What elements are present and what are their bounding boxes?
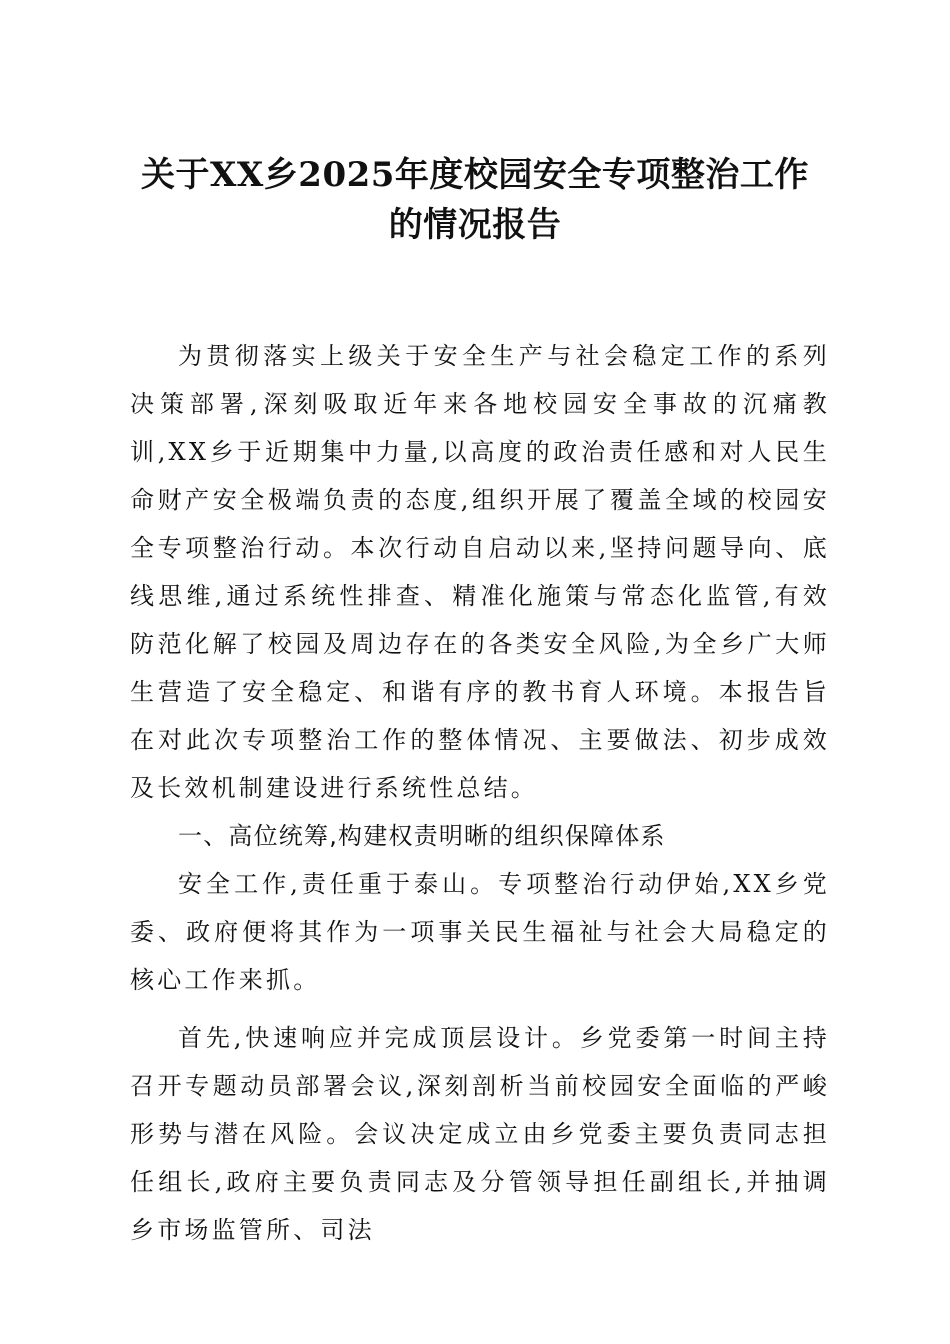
section-1-paragraph-2: 首先,快速响应并完成顶层设计。乡党委第一时间主持召开专题动员部署会议,深刻剖析当前校园安全面临的严峻形势与潜在风险。会议决定成立由乡党委主要负责同志担任组长,政府主要负责同志及分管领导担任副组长,并抽调乡市场监管所、司法	[130, 1024, 830, 1244]
section-1-paragraph-1: 安全工作,责任重于泰山。专项整治行动伊始,XX乡党委、政府便将其作为一项事关民生福祉与社会大局稳定的核心工作来抓。	[130, 870, 830, 994]
document-title	[120, 150, 830, 250]
title-line-1: 关于XX乡2025年度校园安全专项整治工作	[141, 155, 809, 195]
document-body	[130, 332, 830, 1254]
section-1-heading: 一、高位统筹,构建权责明晰的组织保障体系	[178, 822, 666, 850]
title-line-2: 的情况报告	[388, 205, 562, 245]
intro-paragraph: 为贯彻落实上级关于安全生产与社会稳定工作的系列决策部署,深刻吸取近年来各地校园安全事故的沉痛教训,XX乡于近期集中力量,以高度的政治责任感和对人民生命财产安全极端负责的态度,组织开展了覆盖全域的校园安全专项整治行动。本次行动自启动以来,坚持问题导向、底线思维,通过系统性排查、精准化施策与常态化监管,有效防范化解了校园及周边存在的各类安全风险,为全乡广大师生营造了安全稳定、和谐有序的教书育人环境。本报告旨在对此次专项整治工作的整体情况、主要做法、初步成效及长效机制建设进行系统性总结。	[130, 342, 830, 802]
